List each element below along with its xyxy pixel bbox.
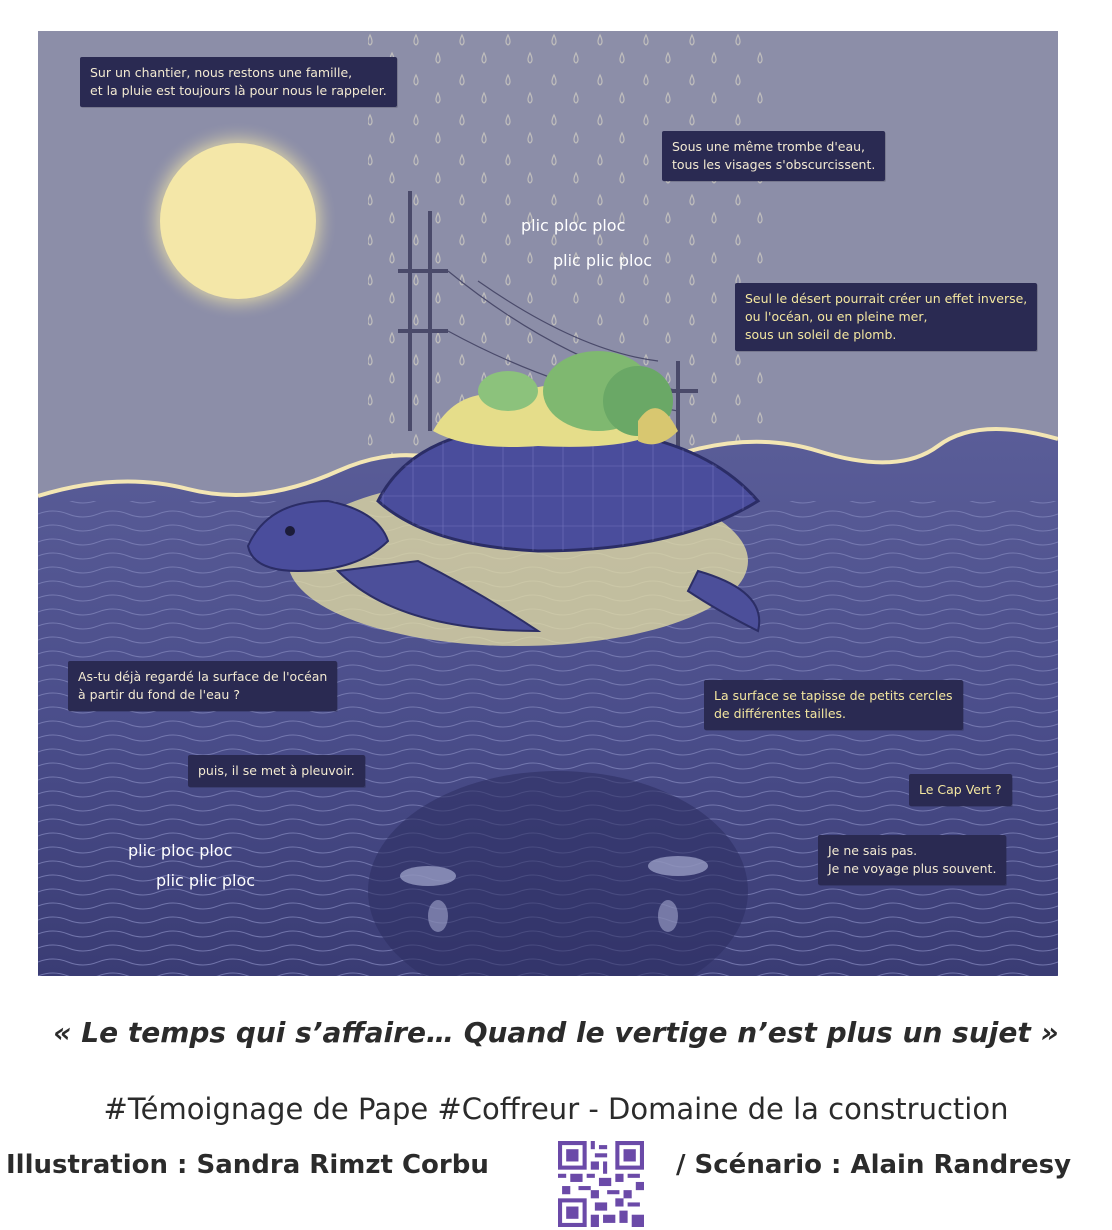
caption-desert: Seul le désert pourrait créer un effet inverse, ou l'océan, ou en pleine mer, sous un soleil de plomb. (735, 283, 1037, 351)
qr-code-icon[interactable] (558, 1141, 644, 1227)
hashtags-line: #Témoignage de Pape #Coffreur - Domaine de la construction (103, 1092, 1009, 1126)
caption-pleuvoir: puis, il se met à pleuvoir. (188, 755, 365, 787)
comic-illustration (38, 31, 1058, 976)
sfx-top-line1: plic ploc ploc (521, 216, 626, 235)
caption-surface-question: As-tu déjà regardé la surface de l'océan à partir du fond de l'eau ? (68, 661, 337, 711)
caption-voyage: Je ne sais pas. Je ne voyage plus souvent. (818, 835, 1006, 885)
caption-famille: Sur un chantier, nous restons une famille, et la pluie est toujours là pour nous le rappeler. (80, 57, 397, 107)
illustration-credit: Illustration : Sandra Rimzt Corbu (6, 1150, 489, 1180)
page-title: « Le temps qui s’affaire… Quand le vertige n’est plus un sujet » (53, 1016, 1059, 1049)
caption-trombe: Sous une même trombe d'eau, tous les visages s'obscurcissent. (662, 131, 885, 181)
sfx-bottom-line2: plic plic ploc (156, 871, 256, 890)
sfx-bottom-line1: plic ploc ploc (128, 841, 233, 860)
scenario-credit: / Scénario : Alain Randresy (676, 1150, 1072, 1180)
sfx-top-line2: plic plic ploc (553, 251, 653, 270)
caption-cap-vert: Le Cap Vert ? (909, 774, 1012, 806)
caption-cercles: La surface se tapisse de petits cercles de différentes tailles. (704, 680, 963, 730)
